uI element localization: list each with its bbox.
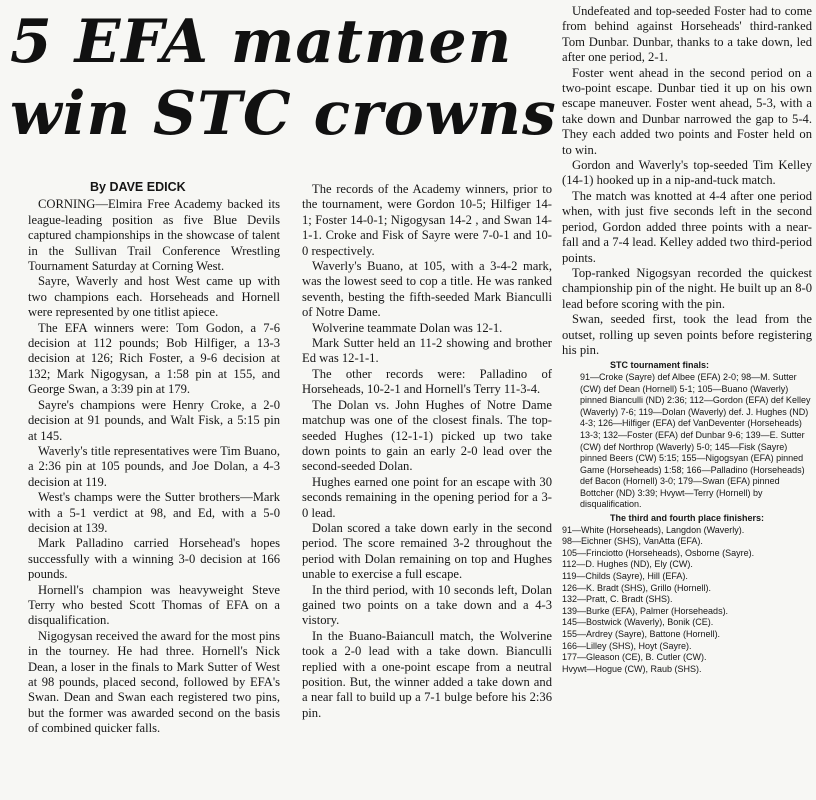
paragraph: Waverly's title representatives were Tim Buano, a 2:36 pin at 105 pounds, and Joe Dolan, a 4-3 decision at 119. — [28, 443, 280, 489]
article-column-3 — [562, 4, 812, 798]
paragraph: Hornell's champion was heavyweight Steve Terry who bested Scott Thomas of EFA on a disqualification. — [28, 582, 280, 628]
paragraph: The EFA winners were: Tom Godon, a 7-6 decision at 112 pounds; Bob Hilfiger, a 13-3 decision at 126; Rich Foster, a 9-6 decision at 132; Mark Nigogysan, a 1:58 pin at 155, and George Swan, a 3:39 pin at 179. — [28, 320, 280, 397]
place-line: 145—Bostwick (Waverly), Bonik (CE). — [562, 617, 714, 628]
place-line: 155—Ardrey (Sayre), Battone (Hornell). — [562, 629, 721, 639]
paragraph: Swan, seeded first, took the lead from the outset, rolling up seven points before registering his pin. — [562, 312, 812, 357]
places-heading: The third and fourth place finishers: — [610, 513, 765, 524]
paragraph: Top-ranked Nigogsyan recorded the quickest championship pin of the night. He built up an 8-0 lead before scoring with the pin. — [562, 265, 812, 311]
paragraph: Mark Sutter held an 11-2 showing and brother Ed was 12-1-1. — [302, 336, 552, 366]
place-line: 105—Frinciotto (Horseheads), Osborne (Sayre). — [562, 547, 755, 558]
place-line: 139—Burke (EFA), Palmer (Horseheads). — [562, 605, 729, 616]
headline — [10, 6, 557, 150]
byline: By DAVE EDICK — [90, 180, 186, 194]
place-line: 112—D. Hughes (ND), Ely (CW). — [562, 559, 693, 570]
paragraph: Sayre's champions were Henry Croke, a 2-0 decision at 91 pounds, and Walt Fisk, a 5:15 pin at 145. — [28, 397, 280, 443]
tournament-finals — [562, 360, 812, 511]
paragraph: West's champs were the Sutter brothers—Mark with a 5-1 verdict at 98, and Ed, with a 5-0 decision at 139. — [28, 490, 280, 535]
paragraph: Nigogysan received the award for the most pins in the tourney. He had three. Hornell's Nick Dean, a loser in the finals to Mark Sutter of West at 98 pounds, placed second, followed by EFA's Swan. Dean and Swan each registered two pins, but the former was awarded second on the basis of combined quicker falls. — [28, 628, 280, 736]
finals-heading: STC tournament finals: — [610, 360, 710, 371]
paragraph: Mark Palladino carried Horsehead's hopes successfully with a winning 3-0 decision at 166 pounds. — [28, 536, 280, 582]
place-line: 98—Eichner (SHS), VanAtta (EFA). — [562, 536, 703, 547]
paragraph: Gordon and Waverly's top-seeded Tim Kelley (14-1) hooked up in a nip-and-tuck match. — [562, 158, 812, 188]
place-line: 132—Pratt, C. Bradt (SHS). — [562, 594, 673, 605]
place-line: 119—Childs (Sayre), Hill (EFA). — [562, 571, 688, 582]
paragraph: Undefeated and top-seeded Foster had to come from behind against Horseheads' third-ranked Tom Dunbar. Dunbar, thanks to a take down, led after one period, 2-1. — [562, 4, 812, 65]
paragraph: Wolverine teammate Dolan was 12-1. — [312, 320, 503, 335]
paragraph: The records of the Academy winners, prior to the tournament, were Gordon 10-5; Hilfiger 14-1; Foster 14-0-1; Nigogysan 14-2 , and Swan 14-1-1. Croke and Fisk of Sayre were 7-0-1 and 10-0 respectively. — [302, 182, 552, 258]
article-column-2 — [302, 182, 552, 798]
place-line: 177—Gleason (CE), B. Cutler (CW). — [562, 652, 707, 663]
paragraph: Waverly's Buano, at 105, with a 3-4-2 mark, was the lowest seed to cop a title. He was ranked seventh, besting the fifth-seeded Mark Bianculli of Notre Dame. — [302, 259, 552, 320]
paragraph: CORNING—Elmira Free Academy backed its league-leading position as five Blue Devils captured championships in the showcase of talent in the Sullivan Trail Conference Wrestling Tournament Saturday at Corning West. — [28, 197, 280, 274]
article-column-1 — [28, 180, 280, 798]
finals-results: 91—Croke (Sayre) def Albee (EFA) 2-0; 98—M. Sutter (CW) def Dean (Hornell) 5-1; 105—Buano (Waverly) pinned Bianculli (ND) 2:36; 112—Gordon (EFA) def Kelley (Waverly) 7-6; 119—Dolan (Waverly) def. J. Hughes (ND) 4-3; 126—Hilfiger (EFA) def VanDeventer (Horseheads) 13-3; 132—Foster (EFA) def Dunbar 9-6; 139—E. Sutter (CW) def Northrop (Waverly) 5-0; 145—Fisk (Sayre) pinned Beers (CW) 5:15; 155—Nigogsyan (EFA) pinned Game (Horseheads) 1:58; 166—Palladino (Horseheads) def Bacon (Hornell) 3-0; 179—Swan (EFA) pinned Bottcher (ND) 3:39; Hvywt—Terry (Hornell) by disqualification. — [580, 371, 811, 510]
paragraph: Sayre, Waverly and host West came up with two champions each. Horseheads and Hornell were represented by one titlist apiece. — [28, 274, 280, 320]
paragraph: The other records were: Palladino of Horseheads, 10-2-1 and Hornell's Terry 11-3-4. — [302, 366, 552, 397]
place-line: 91—White (Horseheads), Langdon (Waverly). — [562, 524, 745, 535]
headline-line-1: 5 EFA matmen — [10, 7, 513, 77]
paragraph: In the third period, with 10 seconds left, Dolan gained two points on a take down and a 4-3 vistory. — [302, 582, 552, 628]
paragraph: The Dolan vs. John Hughes of Notre Dame matchup was one of the closest finals. The top-seeded Hughes (12-1-1) picked up two take down points to gain an early 2-0 lead over the second-seeded Dolan. — [302, 397, 552, 474]
place-finishers — [562, 513, 812, 675]
place-line: 126—K. Bradt (SHS), Grillo (Hornell). — [562, 582, 712, 593]
place-line: Hvywt—Hogue (CW), Raub (SHS). — [562, 663, 702, 674]
paragraph: Foster went ahead in the second period on a two-point escape. Dunbar tied it up on his own escape maneuver. Foster went ahead, 5-3, with a take down and Dunbar narrowed the gap to 5-4. They each added two points and Foster held on to win. — [562, 65, 812, 157]
headline-line-2: win STC crowns — [10, 79, 557, 149]
paragraph: In the Buano-Baiancull match, the Wolverine took a 2-0 lead with a take down. Bianculli replied with a one-point escape from a neutral position. But, the winner added a take down and a near fall to build up a 7-1 bulge before his 2:36 pin. — [302, 628, 552, 720]
paragraph: The match was knotted at 4-4 after one period when, with just five seconds left in the second period, Gordon added three points with a near-fall and a 7-4 lead. Kelley added two third-period points. — [562, 188, 812, 265]
paragraph: Hughes earned one point for an escape with 30 seconds remaining in the opening period for a 3-0 lead. — [302, 474, 552, 520]
paragraph: Dolan scored a take down early in the second period. The score remained 3-2 throughout the period with Dolan remaining on top and Hughes unable to exercise a full escape. — [302, 520, 552, 582]
place-line: 166—Lilley (SHS), Hoyt (Sayre). — [562, 640, 692, 651]
